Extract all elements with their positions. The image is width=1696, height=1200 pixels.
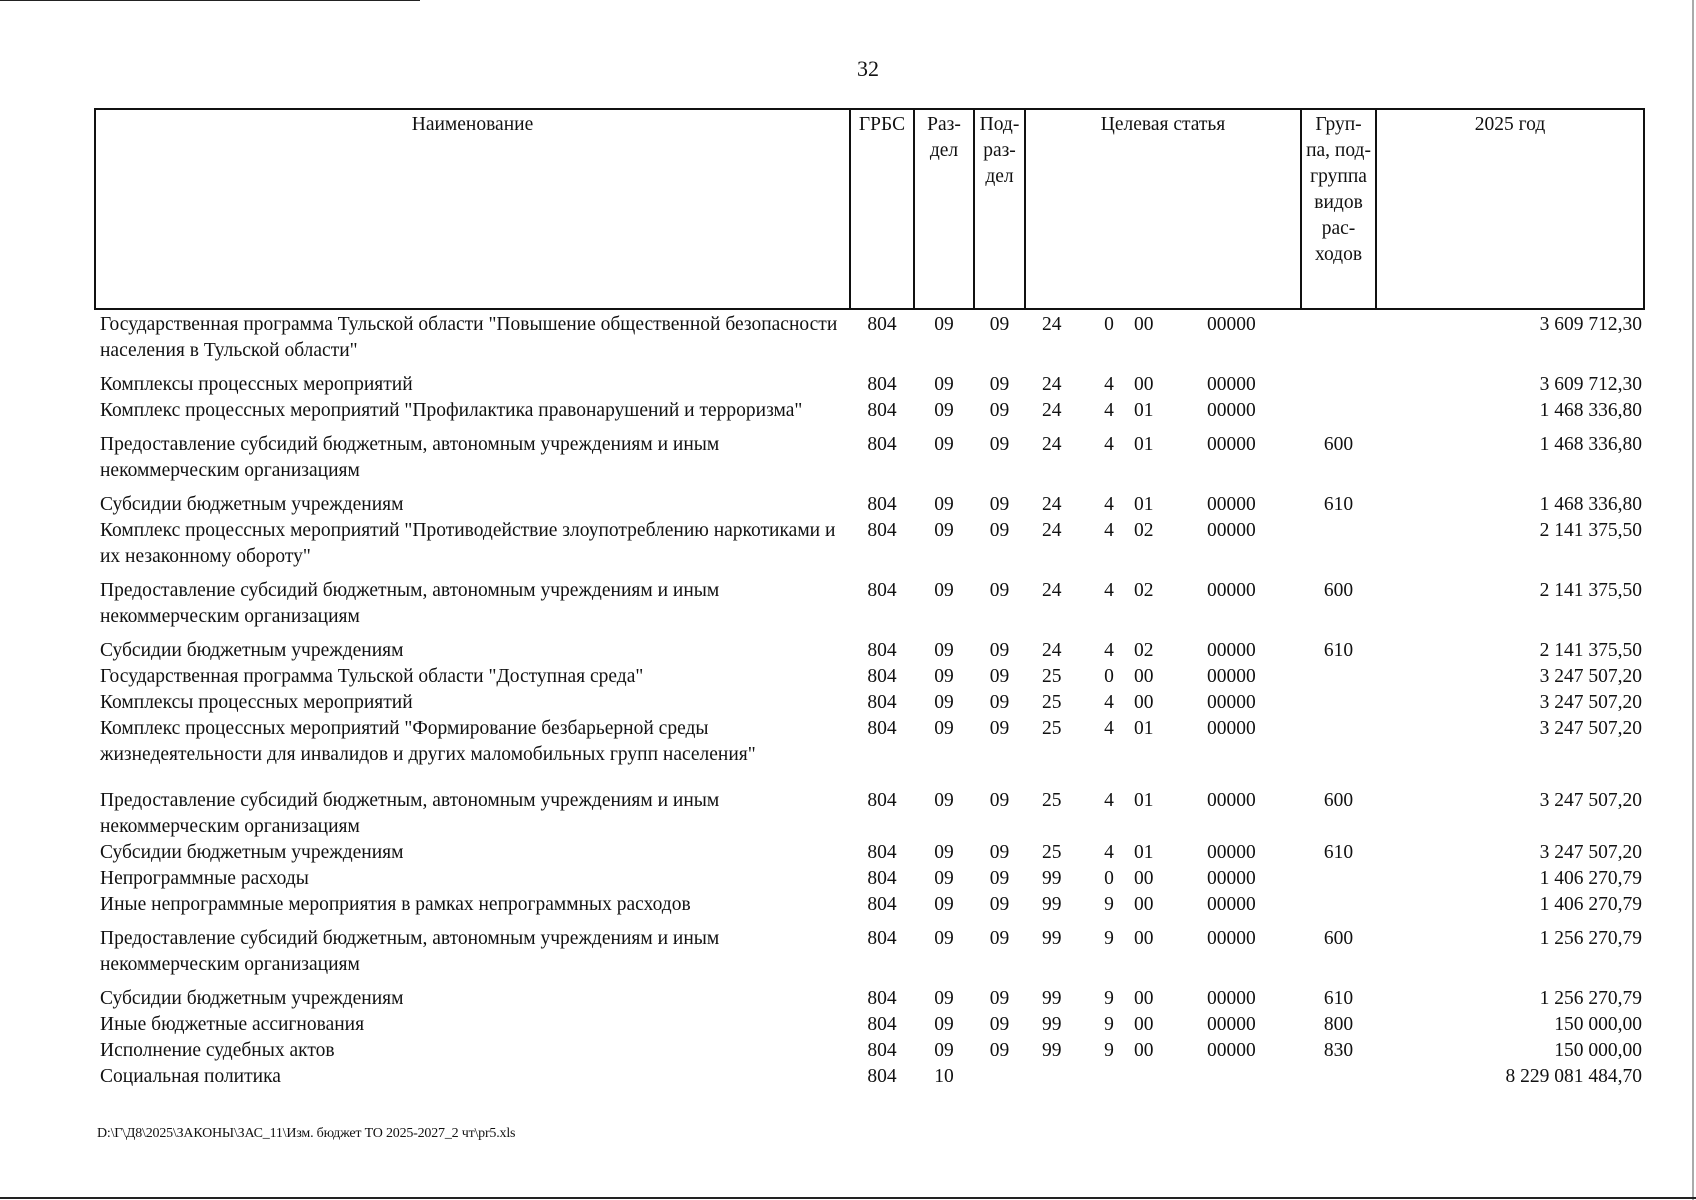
- table-row: [95, 892, 1644, 918]
- row-razdel: 09: [934, 494, 954, 515]
- row-target-subprogram: 01: [1134, 494, 1154, 515]
- row-target-type: 4: [1104, 640, 1114, 661]
- row-target-direction: 00000: [1207, 434, 1256, 455]
- row-podrazdel: 09: [989, 434, 1010, 455]
- row-grbs: 804: [867, 790, 897, 811]
- row-target-type: 4: [1104, 790, 1114, 811]
- row-razdel: 09: [934, 1014, 954, 1035]
- row-grbs: 804: [867, 666, 897, 687]
- row-target-subprogram: 01: [1134, 842, 1154, 863]
- row-amount: 1 256 270,79: [1539, 928, 1643, 949]
- scan-edge-top: [0, 0, 420, 1]
- row-amount: 1 406 270,79: [1539, 894, 1643, 915]
- row-grbs: 804: [867, 494, 897, 515]
- row-razdel: 09: [934, 666, 954, 687]
- row-target-type: 4: [1104, 842, 1114, 863]
- row-target-program: 25: [1042, 692, 1062, 713]
- row-razdel: 09: [934, 580, 954, 601]
- table-row: [95, 866, 1644, 892]
- row-target-program: 24: [1042, 434, 1062, 455]
- row-target-type: 4: [1104, 494, 1114, 515]
- row-razdel: 09: [934, 988, 954, 1009]
- row-grbs: 804: [867, 868, 897, 889]
- row-podrazdel: 09: [989, 520, 1010, 541]
- row-amount: 3 247 507,20: [1539, 692, 1643, 713]
- row-name: Социальная политика: [100, 1066, 281, 1087]
- row-target-direction: 00000: [1207, 494, 1256, 515]
- row-target-direction: 00000: [1207, 790, 1256, 811]
- row-amount: 2 141 375,50: [1539, 520, 1643, 541]
- row-grbs: 804: [867, 988, 897, 1009]
- row-name: Предоставление субсидий бюджетным, автономным учреждениям и иным некоммерческим организациям: [100, 434, 720, 481]
- table-row: [95, 398, 1644, 424]
- header-grbs: ГРБС: [850, 109, 914, 309]
- row-target-program: 99: [1042, 1040, 1062, 1061]
- row-target-subprogram: [1127, 1064, 1197, 1090]
- row-razdel: 09: [934, 868, 954, 889]
- row-target-program: 99: [1042, 1014, 1062, 1035]
- row-target-type: 0: [1104, 666, 1114, 687]
- row-amount: 3 609 712,30: [1539, 314, 1643, 335]
- header-group: Груп- па, под- группа видов рас- ходов: [1301, 109, 1376, 309]
- row-amount: 1 406 270,79: [1539, 868, 1643, 889]
- row-razdel: 09: [934, 928, 954, 949]
- row-expense-group: [1301, 664, 1376, 690]
- row-grbs: 804: [867, 640, 897, 661]
- row-podrazdel: 09: [989, 666, 1010, 687]
- table-row: [95, 364, 1644, 398]
- table-header: [95, 109, 1644, 309]
- row-grbs: 804: [867, 400, 897, 421]
- row-target-direction: 00000: [1207, 666, 1256, 687]
- row-podrazdel: 09: [989, 894, 1010, 915]
- table-body: [95, 309, 1644, 1090]
- table-row: [95, 424, 1644, 484]
- row-target-subprogram: 00: [1134, 666, 1154, 687]
- row-target-program: 24: [1042, 314, 1062, 335]
- row-target-program: 99: [1042, 868, 1062, 889]
- row-grbs: 804: [867, 1066, 897, 1087]
- row-expense-group: 800: [1323, 1014, 1354, 1035]
- table-row: [95, 918, 1644, 978]
- row-podrazdel: 09: [989, 928, 1010, 949]
- row-target-type: 4: [1104, 374, 1114, 395]
- row-name: Комплекс процессных мероприятий "Профилактика правонарушений и терроризма": [100, 400, 803, 421]
- table-row: [95, 690, 1644, 716]
- row-expense-group: 610: [1323, 494, 1354, 515]
- row-name: Предоставление субсидий бюджетным, автономным учреждениям и иным некоммерческим организациям: [100, 580, 720, 627]
- row-expense-group: [1301, 364, 1376, 398]
- row-target-program: 25: [1042, 666, 1062, 687]
- row-name: Непрограммные расходы: [100, 868, 309, 889]
- row-razdel: 09: [934, 434, 954, 455]
- row-podrazdel: 09: [989, 842, 1010, 863]
- row-target-type: 4: [1104, 580, 1114, 601]
- row-amount: 2 141 375,50: [1539, 580, 1643, 601]
- page-number: 32: [857, 56, 879, 81]
- header-podrazdel: Под- раз- дел: [974, 109, 1025, 309]
- row-target-direction: 00000: [1207, 842, 1256, 863]
- row-podrazdel: 09: [989, 868, 1010, 889]
- row-expense-group: [1301, 1064, 1376, 1090]
- row-expense-group: 600: [1323, 790, 1354, 811]
- row-target-direction: 00000: [1207, 314, 1256, 335]
- row-expense-group: [1301, 690, 1376, 716]
- row-grbs: 804: [867, 434, 897, 455]
- row-razdel: 09: [934, 718, 954, 739]
- header-target: Целевая статья: [1025, 109, 1301, 309]
- row-target-type: 4: [1104, 718, 1114, 739]
- row-expense-group: [1301, 866, 1376, 892]
- row-expense-group: 830: [1323, 1040, 1354, 1061]
- row-razdel: 09: [934, 314, 954, 335]
- row-expense-group: [1301, 518, 1376, 570]
- row-amount: 3 609 712,30: [1539, 374, 1643, 395]
- row-amount: 3 247 507,20: [1539, 718, 1643, 739]
- row-target-direction: 00000: [1207, 988, 1256, 1009]
- row-name: Субсидии бюджетным учреждениям: [100, 494, 404, 515]
- row-target-direction: 00000: [1207, 692, 1256, 713]
- row-expense-group: 610: [1323, 842, 1354, 863]
- header-year: 2025 год: [1376, 109, 1644, 309]
- row-target-type: 4: [1104, 520, 1114, 541]
- row-target-type: 4: [1104, 434, 1114, 455]
- row-amount: 1 468 336,80: [1539, 434, 1643, 455]
- row-target-subprogram: 02: [1134, 580, 1154, 601]
- row-target-type: 9: [1104, 1014, 1114, 1035]
- row-target-direction: 00000: [1207, 718, 1256, 739]
- row-target-type: 9: [1104, 988, 1114, 1009]
- budget-table: [94, 108, 1645, 1090]
- row-podrazdel: 09: [989, 314, 1010, 335]
- row-expense-group: 600: [1323, 434, 1354, 455]
- scan-edge-bottom: [0, 1197, 1696, 1199]
- row-razdel: 09: [934, 692, 954, 713]
- row-target-type: 0: [1104, 868, 1114, 889]
- row-target-type: 9: [1104, 894, 1114, 915]
- row-expense-group: 610: [1323, 640, 1354, 661]
- row-name: Предоставление субсидий бюджетным, автономным учреждениям и иным некоммерческим организациям: [100, 928, 720, 975]
- row-amount: 3 247 507,20: [1539, 666, 1643, 687]
- row-target-subprogram: 02: [1134, 520, 1154, 541]
- row-razdel: 09: [934, 894, 954, 915]
- row-target-program: 99: [1042, 894, 1062, 915]
- row-name: Государственная программа Тульской области "Повышение общественной безопасности населения в Тульской области": [100, 314, 838, 361]
- row-target-type: 4: [1104, 400, 1114, 421]
- row-target-type: 4: [1104, 692, 1114, 713]
- row-name: Государственная программа Тульской области "Доступная среда": [100, 666, 644, 687]
- row-name: Субсидии бюджетным учреждениям: [100, 640, 404, 661]
- row-target-subprogram: 00: [1134, 692, 1154, 713]
- row-target-direction: 00000: [1207, 1040, 1256, 1061]
- table-row: [95, 768, 1644, 840]
- row-target-program: 99: [1042, 988, 1062, 1009]
- row-amount: 1 468 336,80: [1539, 400, 1643, 421]
- row-grbs: 804: [867, 314, 897, 335]
- row-target-program: 24: [1042, 580, 1062, 601]
- table-row: [95, 716, 1644, 768]
- row-name: Исполнение судебных актов: [100, 1040, 335, 1061]
- row-expense-group: 610: [1323, 988, 1354, 1009]
- table-row: [95, 978, 1644, 1012]
- row-razdel: 09: [934, 400, 954, 421]
- row-name: Комплексы процессных мероприятий: [100, 692, 413, 713]
- row-target-direction: 00000: [1207, 1014, 1256, 1035]
- row-amount: 3 247 507,20: [1539, 790, 1643, 811]
- row-razdel: 09: [934, 842, 954, 863]
- row-expense-group: [1301, 398, 1376, 424]
- row-podrazdel: 09: [989, 718, 1010, 739]
- row-target-direction: 00000: [1207, 640, 1256, 661]
- table-row: [95, 309, 1644, 364]
- row-podrazdel: 09: [989, 374, 1010, 395]
- row-target-program: 24: [1042, 494, 1062, 515]
- row-target-subprogram: 00: [1134, 928, 1154, 949]
- row-target-program: 24: [1042, 520, 1062, 541]
- table-row: [95, 1064, 1644, 1090]
- row-target-program: 99: [1042, 928, 1062, 949]
- row-expense-group: [1301, 309, 1376, 364]
- row-grbs: 804: [867, 894, 897, 915]
- row-name: Комплексы процессных мероприятий: [100, 374, 413, 395]
- row-amount: 1 468 336,80: [1539, 494, 1643, 515]
- row-podrazdel: 09: [989, 494, 1010, 515]
- row-razdel: 09: [934, 640, 954, 661]
- header-name: Наименование: [95, 109, 850, 309]
- row-razdel: 09: [934, 790, 954, 811]
- row-amount: 150 000,00: [1554, 1014, 1643, 1035]
- row-expense-group: [1301, 716, 1376, 768]
- row-razdel: 09: [934, 1040, 954, 1061]
- row-target-subprogram: 00: [1134, 988, 1154, 1009]
- row-target-subprogram: 00: [1134, 374, 1154, 395]
- row-target-subprogram: 01: [1134, 400, 1154, 421]
- row-target-subprogram: 01: [1134, 790, 1154, 811]
- row-podrazdel: [974, 1064, 1025, 1090]
- row-amount: 1 256 270,79: [1539, 988, 1643, 1009]
- table-row: [95, 840, 1644, 866]
- scan-edge-right: [1692, 0, 1694, 1200]
- table-row: [95, 518, 1644, 570]
- row-amount: 3 247 507,20: [1539, 842, 1643, 863]
- row-grbs: 804: [867, 580, 897, 601]
- table-row: [95, 484, 1644, 518]
- row-expense-group: 600: [1323, 580, 1354, 601]
- row-target-subprogram: 00: [1134, 1014, 1154, 1035]
- row-grbs: 804: [867, 1014, 897, 1035]
- row-grbs: 804: [867, 718, 897, 739]
- row-podrazdel: 09: [989, 1040, 1010, 1061]
- row-target-direction: 00000: [1207, 400, 1256, 421]
- row-target-direction: 00000: [1207, 868, 1256, 889]
- row-target-subprogram: 00: [1134, 894, 1154, 915]
- row-target-subprogram: 00: [1134, 868, 1154, 889]
- row-grbs: 804: [867, 692, 897, 713]
- row-target-subprogram: 01: [1134, 434, 1154, 455]
- row-target-program: 25: [1042, 790, 1062, 811]
- row-podrazdel: 09: [989, 640, 1010, 661]
- table-row: [95, 570, 1644, 630]
- table-row: [95, 1038, 1644, 1064]
- row-target-program: 24: [1042, 640, 1062, 661]
- row-grbs: 804: [867, 1040, 897, 1061]
- row-target-direction: 00000: [1207, 894, 1256, 915]
- row-target-type: 0: [1104, 314, 1114, 335]
- table-row: [95, 664, 1644, 690]
- row-target-type: 9: [1104, 928, 1114, 949]
- row-target-subprogram: 02: [1134, 640, 1154, 661]
- row-expense-group: [1301, 892, 1376, 918]
- row-target-direction: [1197, 1064, 1301, 1090]
- row-podrazdel: 09: [989, 580, 1010, 601]
- row-expense-group: 600: [1323, 928, 1354, 949]
- row-target-subprogram: 01: [1134, 718, 1154, 739]
- row-target-program: 25: [1042, 718, 1062, 739]
- row-amount: 150 000,00: [1554, 1040, 1643, 1061]
- row-target-subprogram: 00: [1134, 314, 1154, 335]
- row-target-program: 24: [1042, 400, 1062, 421]
- row-target-subprogram: 00: [1134, 1040, 1154, 1061]
- row-amount: 2 141 375,50: [1539, 640, 1643, 661]
- row-target-direction: 00000: [1207, 580, 1256, 601]
- row-name: Предоставление субсидий бюджетным, автономным учреждениям и иным некоммерческим организациям: [100, 790, 720, 837]
- header-razdel: Раз- дел: [914, 109, 974, 309]
- row-razdel: 09: [934, 520, 954, 541]
- file-path-footer: D:\Г\Д8\2025\ЗАКОНЫ\ЗАС_11\Изм. бюджет ТО 2025-2027_2 чт\pr5.xls: [97, 1126, 516, 1141]
- row-name: Субсидии бюджетным учреждениям: [100, 842, 404, 863]
- row-grbs: 804: [867, 374, 897, 395]
- row-podrazdel: 09: [989, 1014, 1010, 1035]
- table-row: [95, 1012, 1644, 1038]
- row-podrazdel: 09: [989, 790, 1010, 811]
- row-razdel: 09: [934, 374, 954, 395]
- row-razdel: 10: [934, 1066, 954, 1087]
- row-target-direction: 00000: [1207, 520, 1256, 541]
- row-target-program: [1025, 1064, 1091, 1090]
- table-row: [95, 630, 1644, 664]
- row-target-type: [1091, 1064, 1127, 1090]
- row-name: Иные непрограммные мероприятия в рамках непрограммных расходов: [100, 894, 691, 915]
- row-name: Комплекс процессных мероприятий "Противодействие злоупотреблению наркотиками и их незаконному обороту": [100, 520, 836, 567]
- row-target-program: 25: [1042, 842, 1062, 863]
- row-target-direction: 00000: [1207, 928, 1256, 949]
- row-name: Иные бюджетные ассигнования: [100, 1014, 365, 1035]
- row-grbs: 804: [867, 928, 897, 949]
- row-target-direction: 00000: [1207, 374, 1256, 395]
- row-podrazdel: 09: [989, 692, 1010, 713]
- row-grbs: 804: [867, 520, 897, 541]
- row-grbs: 804: [867, 842, 897, 863]
- row-target-program: 24: [1042, 374, 1062, 395]
- row-podrazdel: 09: [989, 988, 1010, 1009]
- row-name: Субсидии бюджетным учреждениям: [100, 988, 404, 1009]
- row-podrazdel: 09: [989, 400, 1010, 421]
- row-name: Комплекс процессных мероприятий "Формирование безбарьерной среды жизнедеятельности для инвалидов и других маломобильных групп населения": [100, 718, 756, 765]
- row-amount: 8 229 081 484,70: [1505, 1066, 1643, 1087]
- row-target-type: 9: [1104, 1040, 1114, 1061]
